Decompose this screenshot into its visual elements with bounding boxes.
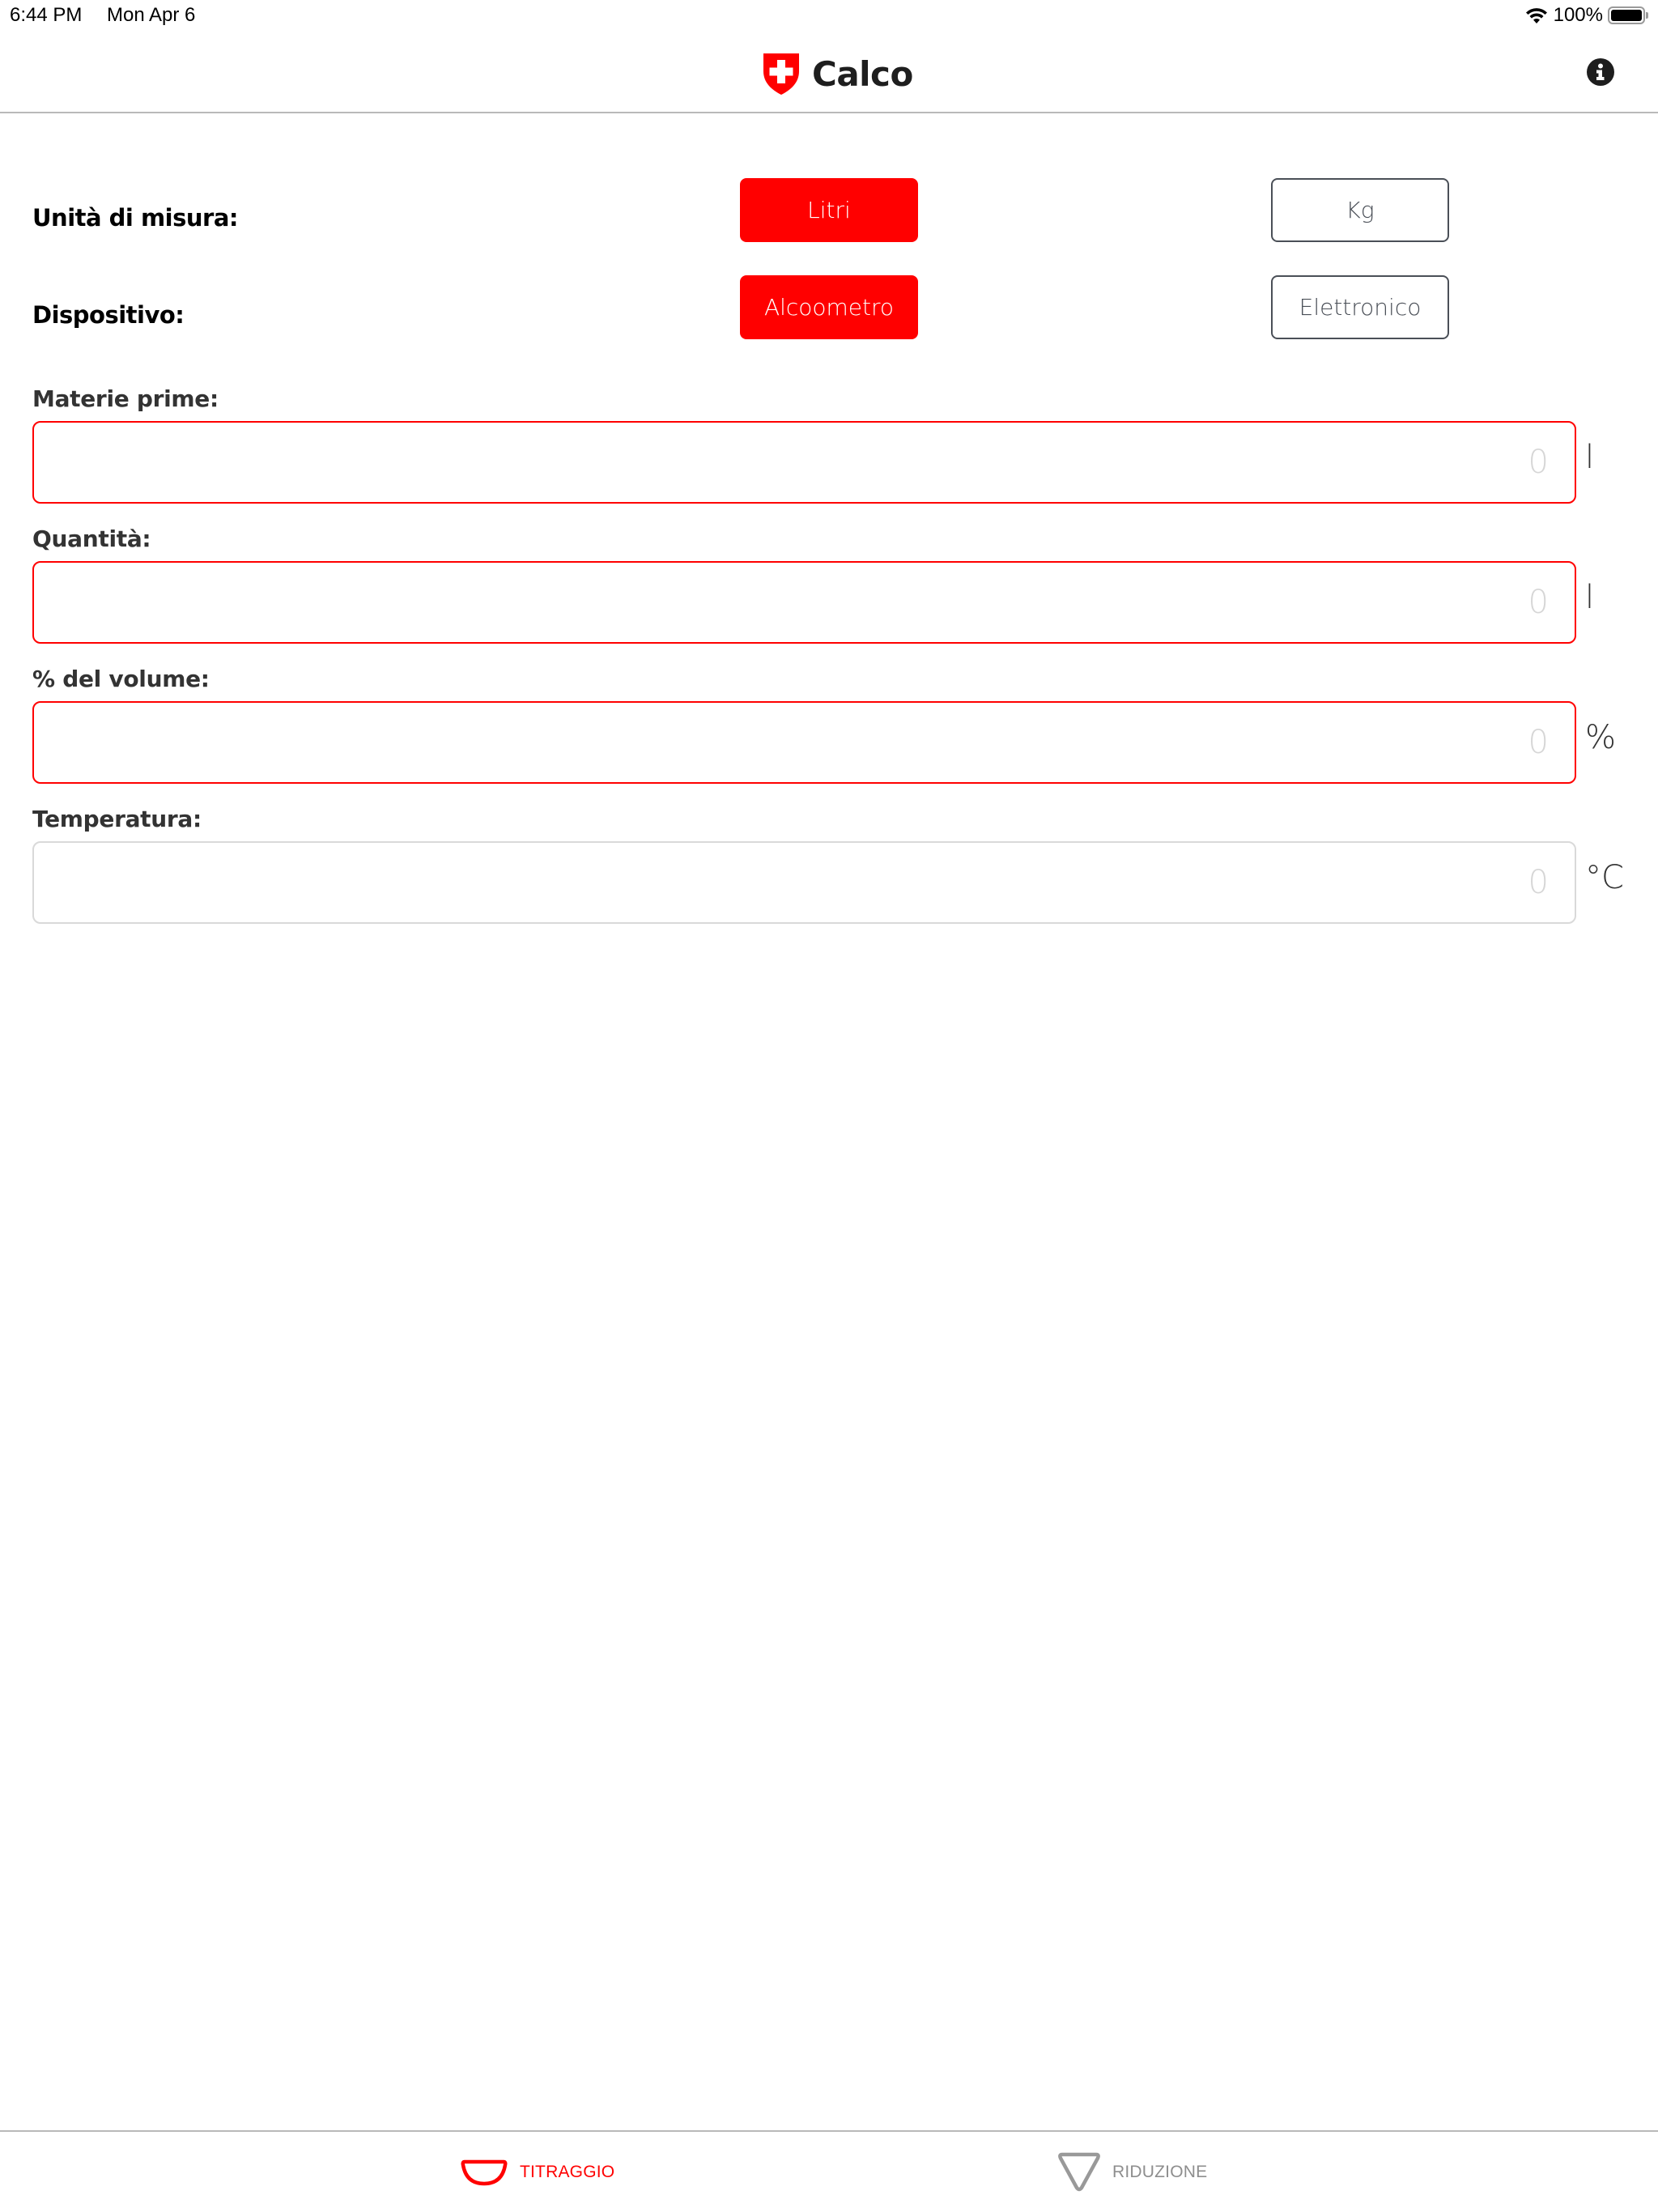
volume-percent-unit: % [1585, 719, 1617, 756]
app-brand [762, 52, 913, 96]
app-title: Calco [812, 53, 913, 94]
tab-riduzione[interactable] [1057, 2132, 1207, 2212]
unit-kg-button[interactable]: Kg [1271, 178, 1449, 242]
raw-materials-unit: l [1585, 439, 1595, 476]
temperature-input[interactable] [34, 843, 1575, 922]
temperature-unit: °C [1585, 859, 1624, 896]
quantity-label: Quantità: [32, 525, 151, 552]
info-button[interactable] [1587, 58, 1614, 86]
raw-materials-input[interactable] [34, 423, 1575, 502]
swiss-shield-icon [762, 52, 801, 96]
temperature-label: Temperatura: [32, 806, 202, 832]
tab-titraggio[interactable] [460, 2132, 614, 2212]
nav-header [0, 32, 1658, 113]
volume-percent-field-box [32, 701, 1576, 784]
battery-percent: 100% [1553, 4, 1603, 26]
unit-litri-button[interactable]: Litri [740, 178, 918, 242]
device-elettronico-button[interactable]: Elettronico [1271, 275, 1449, 339]
device-label: Dispositivo: [32, 301, 185, 329]
quantity-unit: l [1585, 579, 1595, 616]
tab-riduzione-label: RIDUZIONE [1112, 2162, 1208, 2181]
temperature-field-box [32, 841, 1576, 924]
info-icon [1594, 63, 1607, 81]
volume-percent-label: % del volume: [32, 666, 210, 692]
volume-percent-input[interactable] [34, 703, 1575, 782]
battery-icon [1608, 6, 1650, 25]
quantity-field-box [32, 561, 1576, 644]
status-date: Mon Apr 6 [107, 4, 196, 26]
unit-label: Unità di misura: [32, 204, 238, 232]
device-alcoometro-button[interactable]: Alcoometro [740, 275, 918, 339]
tab-titraggio-label: TITRAGGIO [520, 2162, 615, 2181]
triangle-down-icon [1057, 2152, 1101, 2193]
tab-bar [0, 2130, 1658, 2212]
status-indicators [1524, 5, 1650, 26]
raw-materials-label: Materie prime: [32, 385, 219, 412]
status-time: 6:44 PM [10, 4, 83, 26]
status-bar [0, 0, 1658, 32]
quantity-input[interactable] [34, 563, 1575, 642]
raw-materials-field-box [32, 421, 1576, 504]
bowl-icon [460, 2158, 508, 2187]
wifi-icon [1524, 6, 1549, 24]
